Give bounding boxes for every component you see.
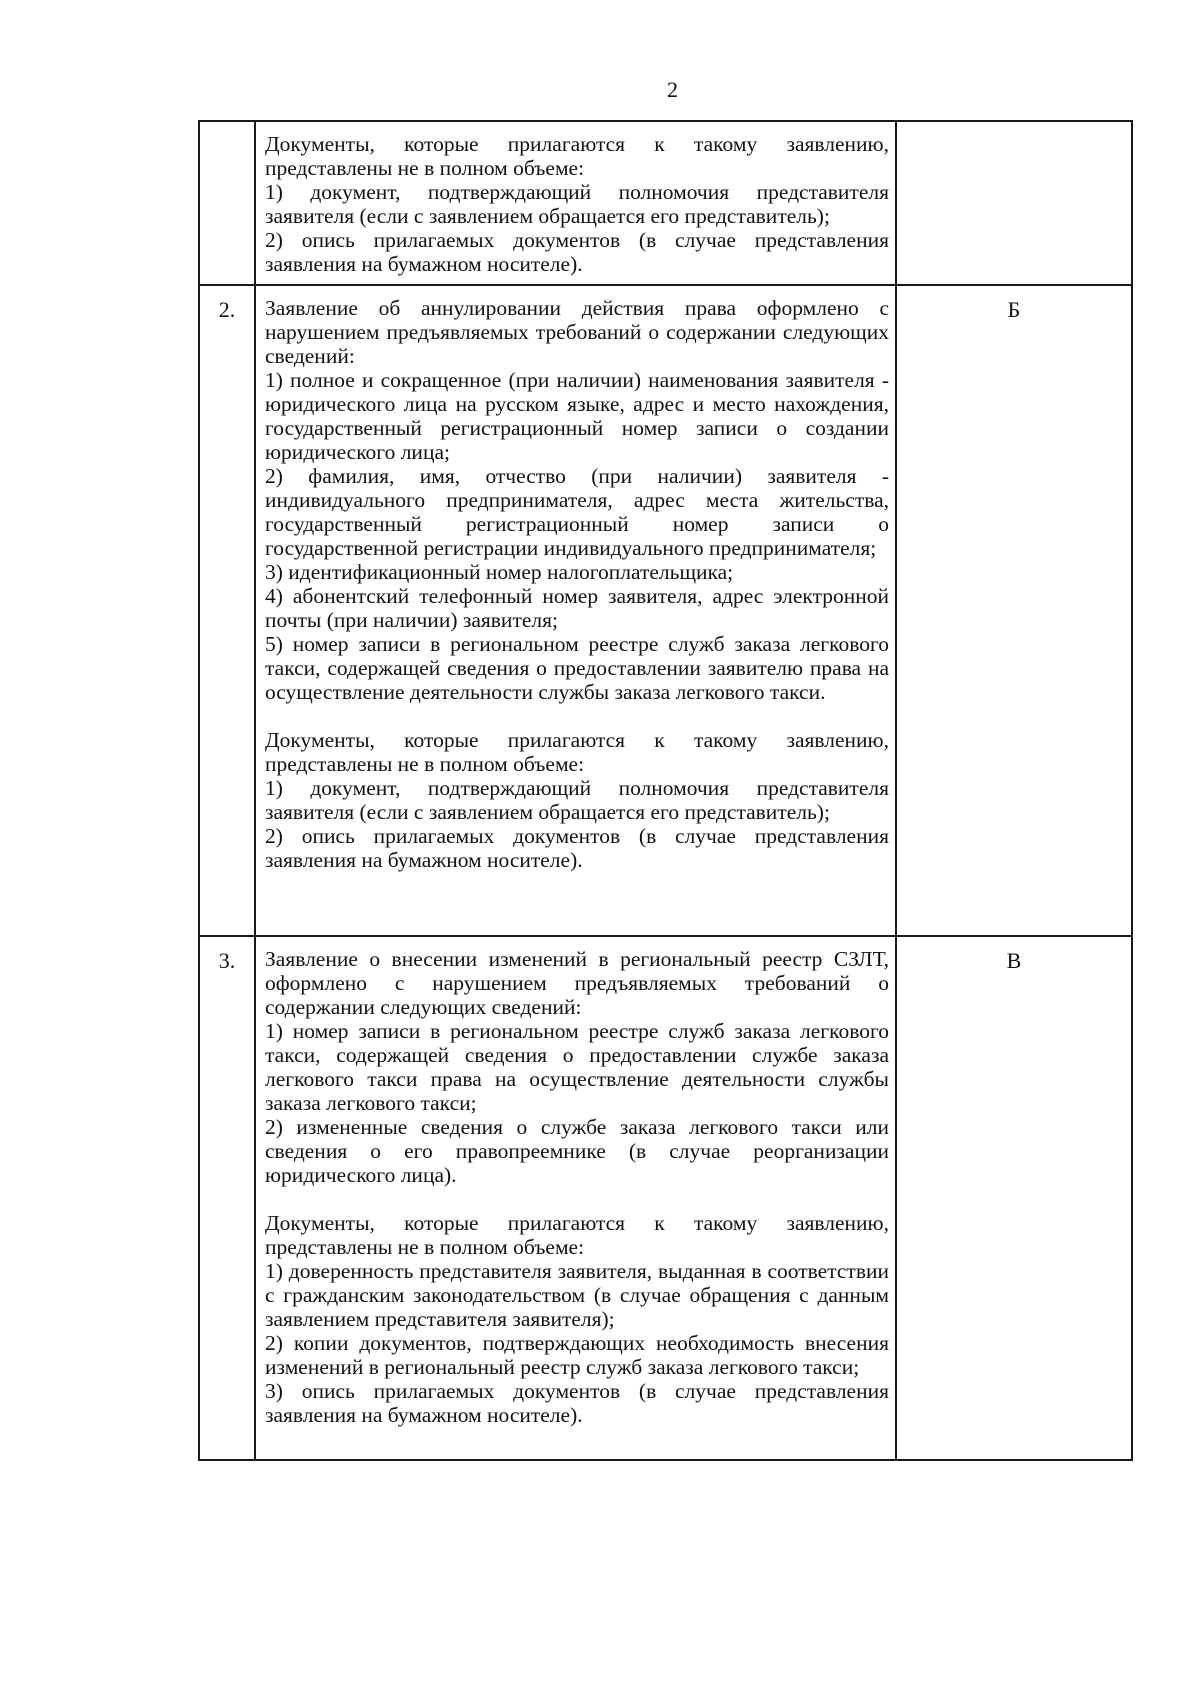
- row-number-cell: 2.: [199, 285, 255, 936]
- text-block: [265, 1211, 889, 1427]
- paragraph: 2) измененные сведения о службе заказа легкового такси или сведения о его правопреемнике (в случае реорганизации юридического лица).: [265, 1115, 889, 1187]
- row-code-cell: Б: [896, 285, 1132, 936]
- paragraph: 2) опись прилагаемых документов (в случае представления заявления на бумажном носителе).: [265, 228, 889, 276]
- grounds-table: [198, 120, 1133, 1461]
- row-code-cell: В: [896, 936, 1132, 1460]
- paragraph: Документы, которые прилагаются к такому заявлению, представлены не в полном объеме:: [265, 728, 889, 776]
- paragraph: 1) доверенность представителя заявителя, выданная в соответствии с гражданским законодательством (в случае обращения с данным заявлением представителя заявителя);: [265, 1259, 889, 1331]
- paragraph: 1) документ, подтверждающий полномочия представителя заявителя (если с заявлением обращается его представитель);: [265, 776, 889, 824]
- row-text-cell: [255, 285, 896, 936]
- paragraph: 1) полное и сокращенное (при наличии) наименования заявителя - юридического лица на русском языке, адрес и место нахождения, государственный регистрационный номер записи о создании юридического лица;: [265, 368, 889, 464]
- row-code-cell: [896, 121, 1132, 285]
- text-block: [265, 296, 889, 704]
- table-row: [199, 285, 1132, 936]
- paragraph: Заявление о внесении изменений в региональный реестр СЗЛТ, оформлено с нарушением предъявляемых требований о содержании следующих сведений:: [265, 947, 889, 1019]
- paragraph: Документы, которые прилагаются к такому заявлению, представлены не в полном объеме:: [265, 1211, 889, 1259]
- table-row: [199, 121, 1132, 285]
- text-block: [265, 947, 889, 1187]
- paragraph: 5) номер записи в региональном реестре служб заказа легкового такси, содержащей сведения о предоставлении заявителю права на осуществление деятельности службы заказа легкового такси.: [265, 632, 889, 704]
- table-row: [199, 936, 1132, 1460]
- row-text-cell: [255, 936, 896, 1460]
- paragraph: Заявление об аннулировании действия права оформлено с нарушением предъявляемых требований о содержании следующих сведений:: [265, 296, 889, 368]
- page-number: 2: [667, 77, 678, 102]
- paragraph: 3) идентификационный номер налогоплательщика;: [265, 560, 734, 584]
- paragraph: 2) фамилия, имя, отчество (при наличии) заявителя - индивидуального предпринимателя, адрес места жительства, государственный регистрационный номер записи о государственной регистрации индивидуального предпринимателя;: [265, 464, 889, 560]
- text-block: [265, 132, 889, 276]
- paragraph: 3) опись прилагаемых документов (в случае представления заявления на бумажном носителе).: [265, 1379, 889, 1427]
- row-text-cell: [255, 121, 896, 285]
- row-number-cell: [199, 121, 255, 285]
- paragraph: 1) номер записи в региональном реестре служб заказа легкового такси, содержащей сведения о предоставлении службе заказа легкового такси права на осуществление деятельности службы заказа легкового такси;: [265, 1019, 889, 1115]
- text-block: [265, 728, 889, 872]
- paragraph: 4) абонентский телефонный номер заявителя, адрес электронной почты (при наличии) заявителя;: [265, 584, 889, 632]
- paragraph: Документы, которые прилагаются к такому заявлению, представлены не в полном объеме:: [265, 132, 889, 180]
- paragraph: 2) опись прилагаемых документов (в случае представления заявления на бумажном носителе).: [265, 824, 889, 872]
- row-number-cell: 3.: [199, 936, 255, 1460]
- paragraph: 1) документ, подтверждающий полномочия представителя заявителя (если с заявлением обращается его представитель);: [265, 180, 889, 228]
- paragraph: 2) копии документов, подтверждающих необходимость внесения изменений в региональный реестр служб заказа легкового такси;: [265, 1331, 889, 1379]
